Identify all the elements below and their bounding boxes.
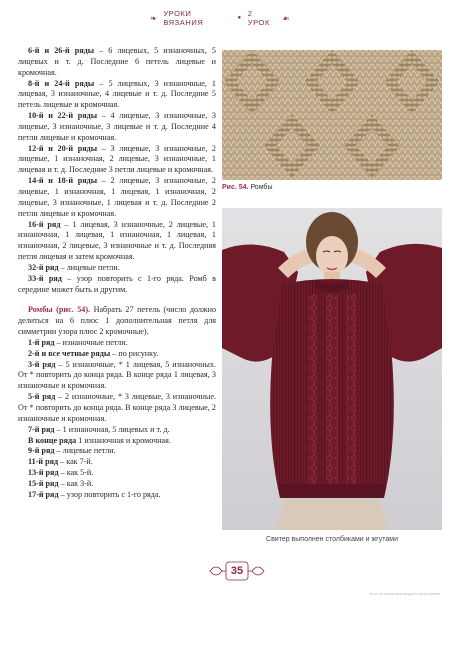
ornament-left-icon: ❧ — [150, 13, 158, 23]
page-number: 35 — [230, 565, 244, 577]
page-number-badge — [208, 560, 266, 582]
row-instruction: 2-й и все четные ряды – по рисунку. — [28, 348, 159, 358]
row-instruction: 13-й ряд – как 5-й. — [28, 468, 94, 478]
model-sweater-photo — [222, 208, 442, 530]
figure-label: Рис. 54. — [222, 184, 249, 191]
row-instruction: 1-й ряд – изнаночные петли. — [28, 337, 128, 347]
header-section-title: УРОКИ ВЯЗАНИЯ — [163, 9, 204, 27]
pattern-intro: Ромбы (рис. 54). Набрать 27 петель (число должно делиться на 6 плюс 1 дополнительная петля для симметрии узора плюс 2 кромочные). — [18, 305, 217, 337]
header-lesson: 2 УРОК — [247, 9, 270, 27]
row-instruction: 14-й и 18-й ряды – 2 лицевые, 3 изнаночные, 2 лицевые, 1 изнаночная, 1 лицевая, 1 изнаночная, 2 лицевые, 3 изнаночные, 1 лицевая и т. д. Последние 2 петли лицевые и кромочная. — [18, 176, 216, 218]
photo-credit: Фото из смены пригородного фото-архива — [369, 592, 440, 596]
row-instruction: 16-й ряд – 1 лицевая, 3 изнаночные, 2 лицевые, 1 изнаночная, 1 лицевая, 1 изнаночная, 1 лицевая, 1 изнаночная, 2 лицевые, 3 изнаночные и т. д. Последняя петля лицевая и затем кромочная. — [18, 219, 216, 262]
row-instruction: 10-й и 22-й ряды – 4 лицевые, 3 изнаночные, 3 лицевые, 3 изнаночные, 3 лицевые и т. д. Последние 4 петли лицевые и кромочная. — [18, 111, 216, 142]
row-instruction: 12-й и 20-й ряды – 3 лицевые, 3 изнаночные, 2 лицевые, 1 изнаночная, 2 лицевые, 3 изнаночные, 1 лицевая и т. д. Последние 3 петли лицевые и кромочная. — [18, 143, 216, 175]
row-instruction: 7-й ряд – 1 изнаночная, 5 лицевых и т. д. — [28, 424, 170, 434]
row-instruction: 3-й ряд – 5 изнаночные, * 1 лицевая, 5 изнаночных. От * повторить до конца ряда. В конце ряда 1 лицевая, 3 изнаночные и кромочная. — [18, 359, 216, 391]
running-header — [150, 10, 290, 26]
knit-swatch-photo — [222, 50, 442, 180]
row-instruction: 11-й ряд – как 7-й. — [28, 457, 93, 467]
ornament-right-icon: ☙ — [282, 13, 290, 23]
row-instruction: В конце ряда 1 изнаночная и кромочная. — [28, 435, 171, 445]
row-instruction: 6-й и 26-й ряды – 6 лицевых, 5 изнаночных, 5 лицевых и т. д. Последние 6 петель лицевые и кромочная. — [18, 46, 216, 77]
figure-reference-link: (рис. 54). — [52, 305, 91, 315]
photo-caption: Свитер выполнен столбиками и жгутами — [266, 536, 398, 543]
figure-caption: Рис. 54. Ромбы — [222, 184, 273, 191]
row-instruction: 33-й ряд – узор повторить с 1-го ряда. Ромб в середине может быть и другим. — [18, 273, 216, 294]
row-instruction: 15-й ряд – как 3-й. — [28, 478, 94, 488]
row-instruction: 9-й ряд – лицевые петли. — [28, 446, 116, 456]
row-instruction: 8-й и 24-й ряды – 5 лицевых, 3 изнаночные, 1 лицевая, 3 изнаночные, 4 лицевые и т. д. Последние 5 петель лицевые и кромочная. — [18, 78, 216, 110]
row-instruction: 32-й ряд – лицевые петли. — [28, 262, 120, 272]
row-instruction: 5-й ряд – 2 изнаночные, * 3 лицевые, 3 изнаночные. От * повторить до конца ряда. В конце ряда 3 лицевые, 2 изнаночные и кромочная. — [18, 392, 216, 423]
separator-dot-icon: ● — [237, 15, 242, 21]
row-instruction: 17-й ряд – узор повторить с 1-го ряда. — [28, 489, 161, 499]
pattern-title: Ромбы — [28, 305, 53, 315]
body-text-column — [18, 46, 216, 501]
